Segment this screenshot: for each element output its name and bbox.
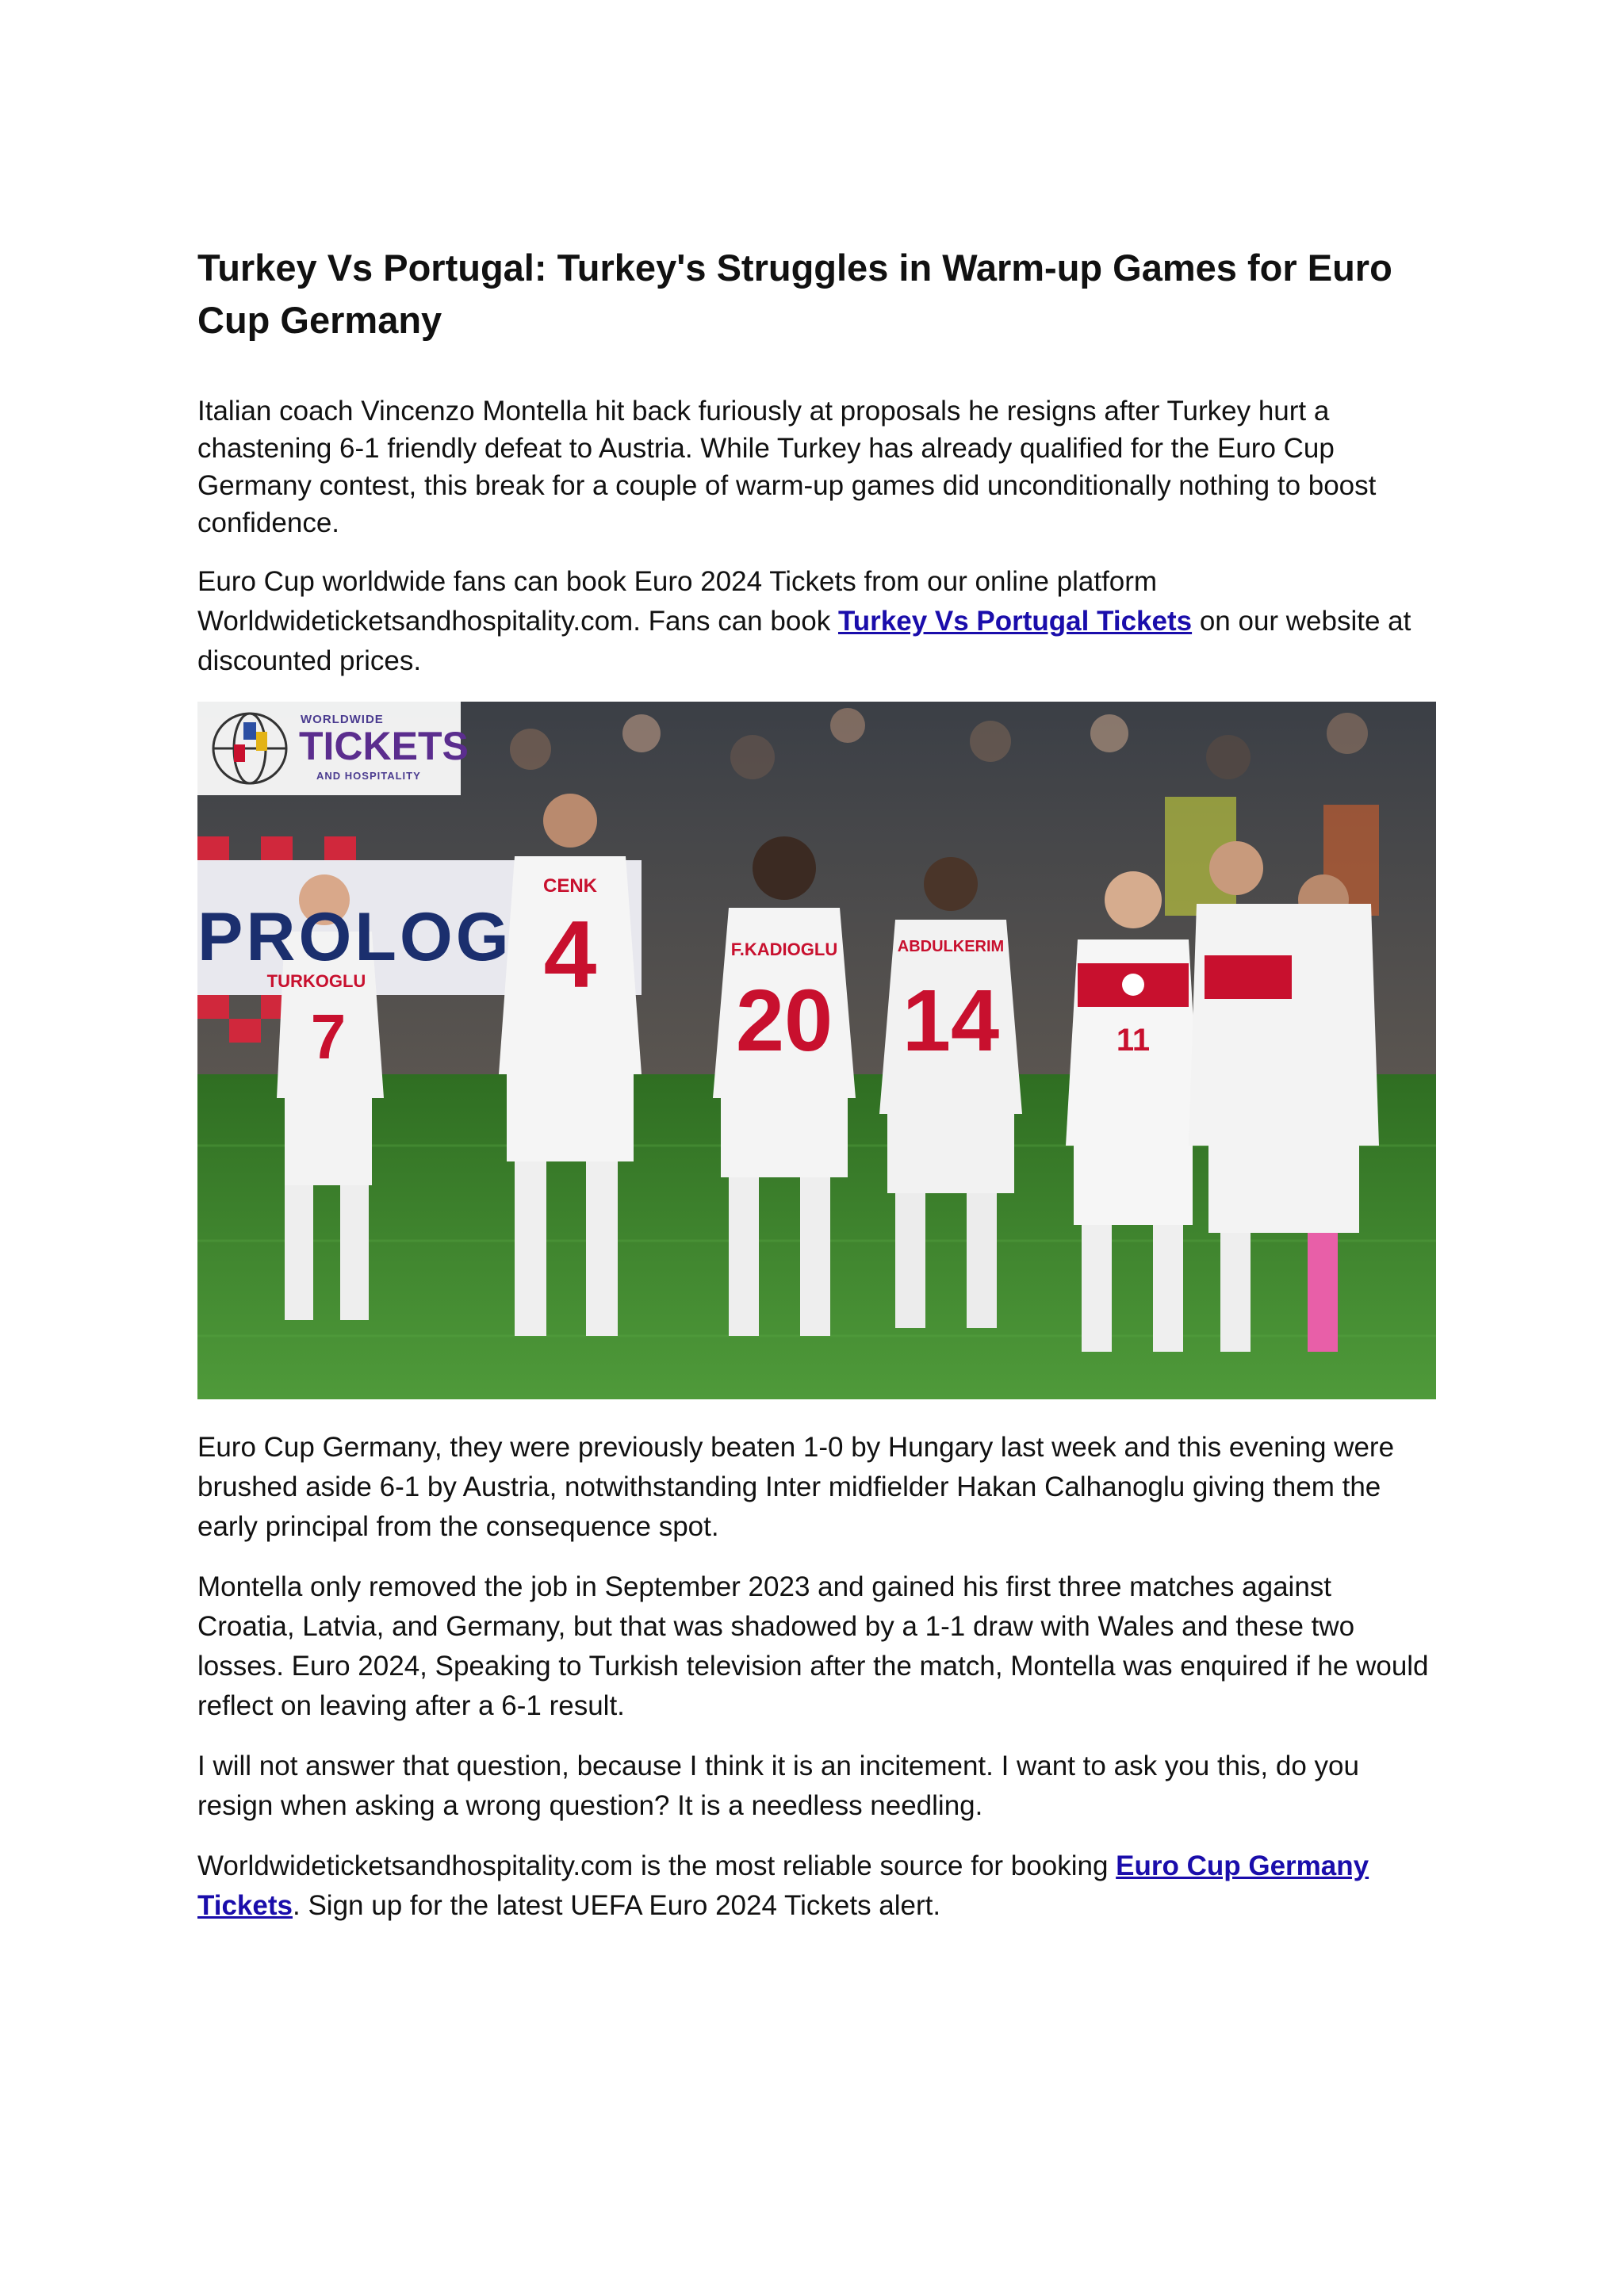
paragraph-results: Euro Cup Germany, they were previously beaten 1-0 by Hungary last week and this evening were brushed aside 6-1 by Austria, notwithstanding Inter midfielder Hakan Calhanoglu giving them the early principal from the consequence spot. xyxy=(197,1432,1395,1542)
paragraph-intro: Italian coach Vincenzo Montella hit back furiously at proposals he resigns after Turkey hurt a chastening 6-1 friendly defeat to Austria. While Turkey has already qualified for the Euro Cup Germany contest, this break for a couple of warm-up games did unconditionally nothing to boost confidence. xyxy=(197,396,1377,538)
logo-text-hospitality: AND HOSPITALITY xyxy=(316,770,421,782)
jersey-number-4: 4 xyxy=(543,901,597,1008)
paragraph-booking xyxy=(197,562,1436,681)
paragraph-quote: I will not answer that question, because I think it is an incitement. I want to ask you this, do you resign when asking a wrong question? It is a needless needling. xyxy=(197,1751,1359,1821)
paragraph-closing xyxy=(197,1846,1436,1926)
team-celebration-photo xyxy=(197,702,1436,1399)
turkey-vs-portugal-tickets-link[interactable]: Turkey Vs Portugal Tickets xyxy=(837,606,1193,637)
paragraph-booking-text-end: on our website at discounted prices. xyxy=(197,606,1411,676)
stadium-banner-text: PROLOG xyxy=(197,899,512,975)
jersey-name-turkoglu: TURKOGLU xyxy=(266,971,366,991)
jersey-name-kadioglu: F.KADIOGLU xyxy=(730,939,838,959)
jersey-name-cenk: CENK xyxy=(542,875,598,897)
logo-text-worldwide: WORLDWIDE xyxy=(301,713,384,726)
globe-icon xyxy=(202,705,296,792)
brand-logo xyxy=(197,702,469,795)
logo-text-tickets: TICKETS xyxy=(299,724,469,768)
jersey-number-20: 20 xyxy=(735,972,833,1070)
paragraph-closing-text-start: Worldwideticketsandhospitality.com is the most reliable source for booking xyxy=(197,1850,1116,1881)
paragraph-montella: Montella only removed the job in September 2023 and gained his first three matches against Croatia, Latvia, and Germany, but that was shadowed by a 1-1 draw with Wales and these two losses. Euro 2024, Speaking to Turkish television after the match, Montella was enquired if he would reflect on leaving after a 6-1 result. xyxy=(197,1571,1429,1721)
jersey-number-14: 14 xyxy=(902,972,1000,1070)
article-title: Turkey Vs Portugal: Turkey's Struggles in Warm-up Games for Euro Cup Germany xyxy=(197,247,1392,341)
paragraph-booking-text-start: Euro Cup worldwide fans can book Euro 2024 Tickets from our online platform Worldwideticketsandhospitality.com. Fans can book xyxy=(197,566,1158,637)
jersey-number-7: 7 xyxy=(310,1001,347,1072)
article xyxy=(197,242,1436,1946)
jersey-number-11: 11 xyxy=(1116,1023,1151,1058)
photo-scene xyxy=(197,702,1436,1399)
jersey-name-abdulkerim: ABDULKERIM xyxy=(897,938,1005,955)
paragraph-closing-text-end: . Sign up for the latest UEFA Euro 2024 Tickets alert. xyxy=(293,1890,941,1921)
euro-cup-germany-tickets-link[interactable]: Euro Cup Germany Tickets xyxy=(197,1850,1369,1921)
